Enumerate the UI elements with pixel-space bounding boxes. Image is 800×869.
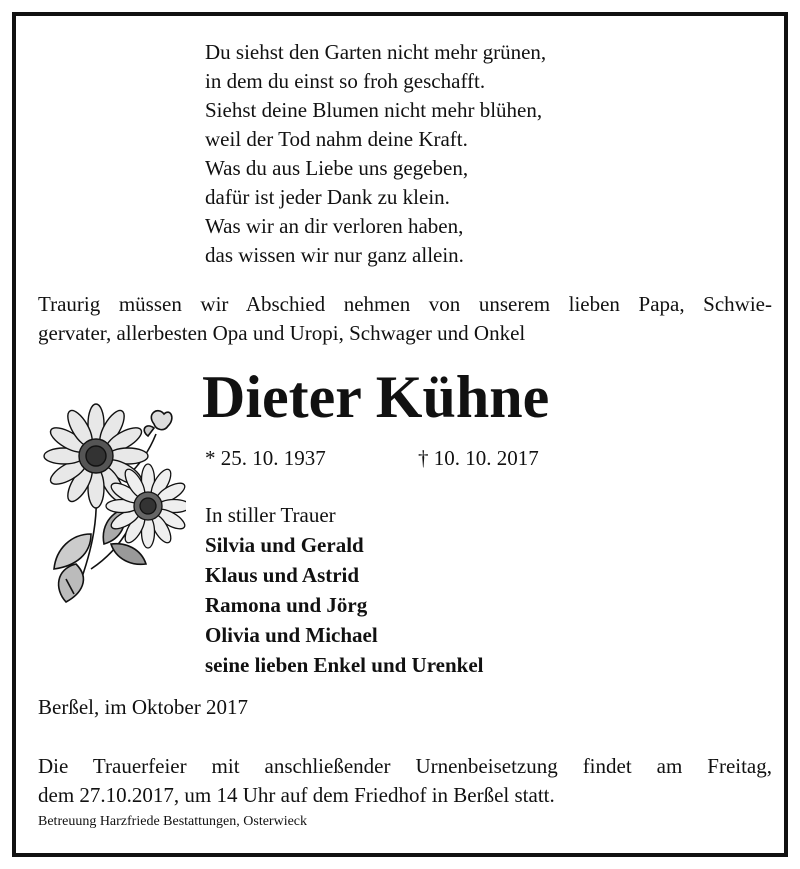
farewell-intro bbox=[38, 290, 772, 348]
poem-line: Was wir an dir verloren haben, bbox=[205, 214, 464, 238]
deceased-name: Dieter Kühne bbox=[202, 364, 550, 430]
poem-line: in dem du einst so froh geschafft. bbox=[205, 69, 486, 93]
poem-line: Siehst deine Blumen nicht mehr blühen, bbox=[205, 98, 543, 122]
mourner-name: seine lieben Enkel und Urenkel bbox=[205, 653, 484, 677]
mourner-name: Silvia und Gerald bbox=[205, 533, 364, 557]
birth-date: * 25. 10. 1937 bbox=[205, 446, 326, 470]
ceremony-line: Die Trauerfeier mit anschließender Urnenbeisetzung findet am Freitag, bbox=[38, 754, 772, 778]
intro-line: Traurig müssen wir Abschied nehmen von unserem lieben Papa, Schwie- bbox=[38, 292, 772, 316]
poem-line: weil der Tod nahm deine Kraft. bbox=[205, 127, 468, 151]
mourner-name: Olivia und Michael bbox=[205, 623, 378, 647]
poem-line: Du siehst den Garten nicht mehr grünen, bbox=[205, 40, 547, 64]
poem-line: dafür ist jeder Dank zu klein. bbox=[205, 185, 450, 209]
mourner-name: Klaus und Astrid bbox=[205, 563, 360, 587]
mourners-list bbox=[205, 500, 484, 680]
death-date: † 10. 10. 2017 bbox=[418, 446, 539, 470]
funeral-details bbox=[38, 752, 772, 810]
place-and-date: Berßel, im Oktober 2017 bbox=[38, 695, 248, 719]
memorial-poem bbox=[205, 38, 546, 270]
ceremony-line: dem 27.10.2017, um 14 Uhr auf dem Friedhof in Berßel statt. bbox=[38, 783, 555, 807]
poem-line: das wissen wir nur ganz allein. bbox=[205, 243, 464, 267]
intro-line: gervater, allerbesten Opa und Uropi, Schwager und Onkel bbox=[38, 321, 526, 345]
obituary-notice bbox=[12, 12, 788, 857]
poem-line: Was du aus Liebe uns gegeben, bbox=[205, 156, 469, 180]
undertaker-credit: Betreuung Harzfriede Bestattungen, Osterwieck bbox=[38, 814, 308, 829]
mourning-heading: In stiller Trauer bbox=[205, 503, 336, 527]
sunflower-icon bbox=[36, 394, 186, 609]
mourner-name: Ramona und Jörg bbox=[205, 593, 368, 617]
